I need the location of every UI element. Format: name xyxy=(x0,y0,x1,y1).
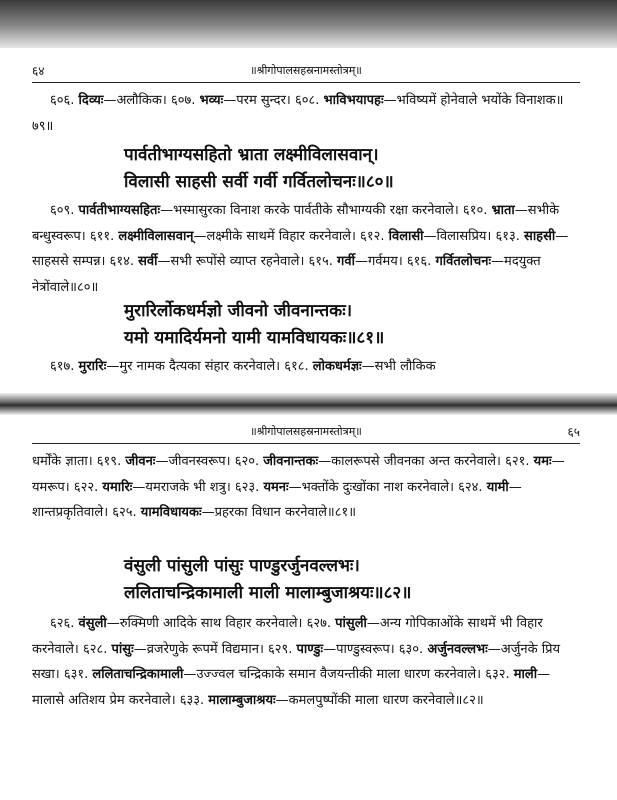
running-header xyxy=(32,421,580,444)
verse-line: पार्वतीभाग्यसहितो भ्राता लक्ष्मीविलासवान्। xyxy=(124,145,379,165)
verse-line: ललिताचन्द्रिकामाली माली मालाम्बुजाश्रयः॥८२॥ xyxy=(124,583,412,603)
commentary-paragraph: ६०९. पार्वतीभाग्यसहितः—भस्मासुरका विनाश करके पार्वतीके सौभाग्यकी रक्षा करनेवाले। ६१०. भ्राता—सभीके बन्धुस्वरूप। ६११. लक्ष्मीविलासवान्—लक्ष्मीके साथमें विहार करनेवाले। ६१२. विलासी—विलासप्रिय। ६१३. साहसी—साहससे सम्पन्न। ६१४. सर्वी—सभी रूपोंसे व्याप्त रहनेवाले। ६१५. गर्वी—गर्वमय। ६१६. गर्वितलोचनः—मदयुक्त नेत्रोंवाले॥८०॥ xyxy=(32,203,569,295)
page-65 xyxy=(0,415,617,800)
verse-81 xyxy=(32,298,582,352)
page-number: ६४ xyxy=(32,64,45,78)
verse-line: वंसुली पांसुली पांसुः पाण्डुरर्जुनवल्लभः। xyxy=(124,556,360,576)
commentary-paragraph: ६२६. वंसुली—रुक्मिणी आदिके साथ विहार करनेवाले। ६२७. पांसुली—अन्य गोपिकाओंके साथमें भी विहार करनेवाले। ६२८. पांसुः—व्रजरेणुके रूपमें विद्यमान। ६२९. पाण्डुः—पाण्डुस्वरूप। ६३०. अर्जुनवल्लभः—अर्जुनके प्रिय सखा। ६३१. ललिताचन्द्रिकामाली—उज्ज्वल चन्द्रिकाके समान वैजयन्तीकी माला धारण करनेवाले। ६३२. माली—मालासे अतिशय प्रेम करनेवाले। ६३३. मालाम्बुजाश्रयः—कमलपुष्पोंकी माला धारण करनेवाले॥८२॥ xyxy=(32,616,561,708)
verse-line: विलासी साहसी सर्वी गर्वी गर्वितलोचनः॥८०॥ xyxy=(124,172,394,192)
verse-82 xyxy=(32,553,582,607)
commentary-paragraph: धर्मोंके ज्ञाता। ६१९. जीवनः—जीवनस्वरूप। ६२०. जीवनान्तकः—कालरूपसे जीवनका अन्त करनेवाले। ६२१. यमः—यमरूप। ६२२. यमारिः—यमराजके भी शत्रु। ६२३. यमनः—भक्तोंके दुःखोंका नाश करनेवाले। ६२४. यामी—शान्तप्रकृतिवाले। ६२५. यामविधायकः—प्रहरका विधान करनेवाले॥८१॥ xyxy=(32,454,565,520)
running-title: ॥श्रीगोपालसहस्रनामस्तोत्रम्॥ xyxy=(250,425,362,438)
scan-top-shadow xyxy=(0,0,617,48)
running-title: ॥श्रीगोपालसहस्रनामस्तोत्रम्॥ xyxy=(250,64,362,77)
running-header xyxy=(32,60,580,83)
page-gutter xyxy=(0,393,617,415)
page-64 xyxy=(0,48,617,393)
verse-line: यमो यमादिर्यमनो यामी यामविधायकः॥८१॥ xyxy=(124,328,385,348)
commentary-paragraph: ६०६. दिव्यः—अलौकिक। ६०७. भव्यः—परम सुन्दर। ६०८. भाविभयापहः—भविष्यमें होनेवाले भयोंके विनाशक॥७९॥ xyxy=(32,93,564,134)
verse-line: मुरारिर्लोकधर्मज्ञो जीवनो जीवनान्तकः। xyxy=(124,301,353,321)
commentary-paragraph: ६१७. मुरारिः—मुर नामक दैत्यका संहार करनेवाले। ६१८. लोकधर्मज्ञः—सभी लौकिक xyxy=(50,359,436,374)
page-number: ६५ xyxy=(567,425,580,439)
verse-80 xyxy=(32,142,582,196)
